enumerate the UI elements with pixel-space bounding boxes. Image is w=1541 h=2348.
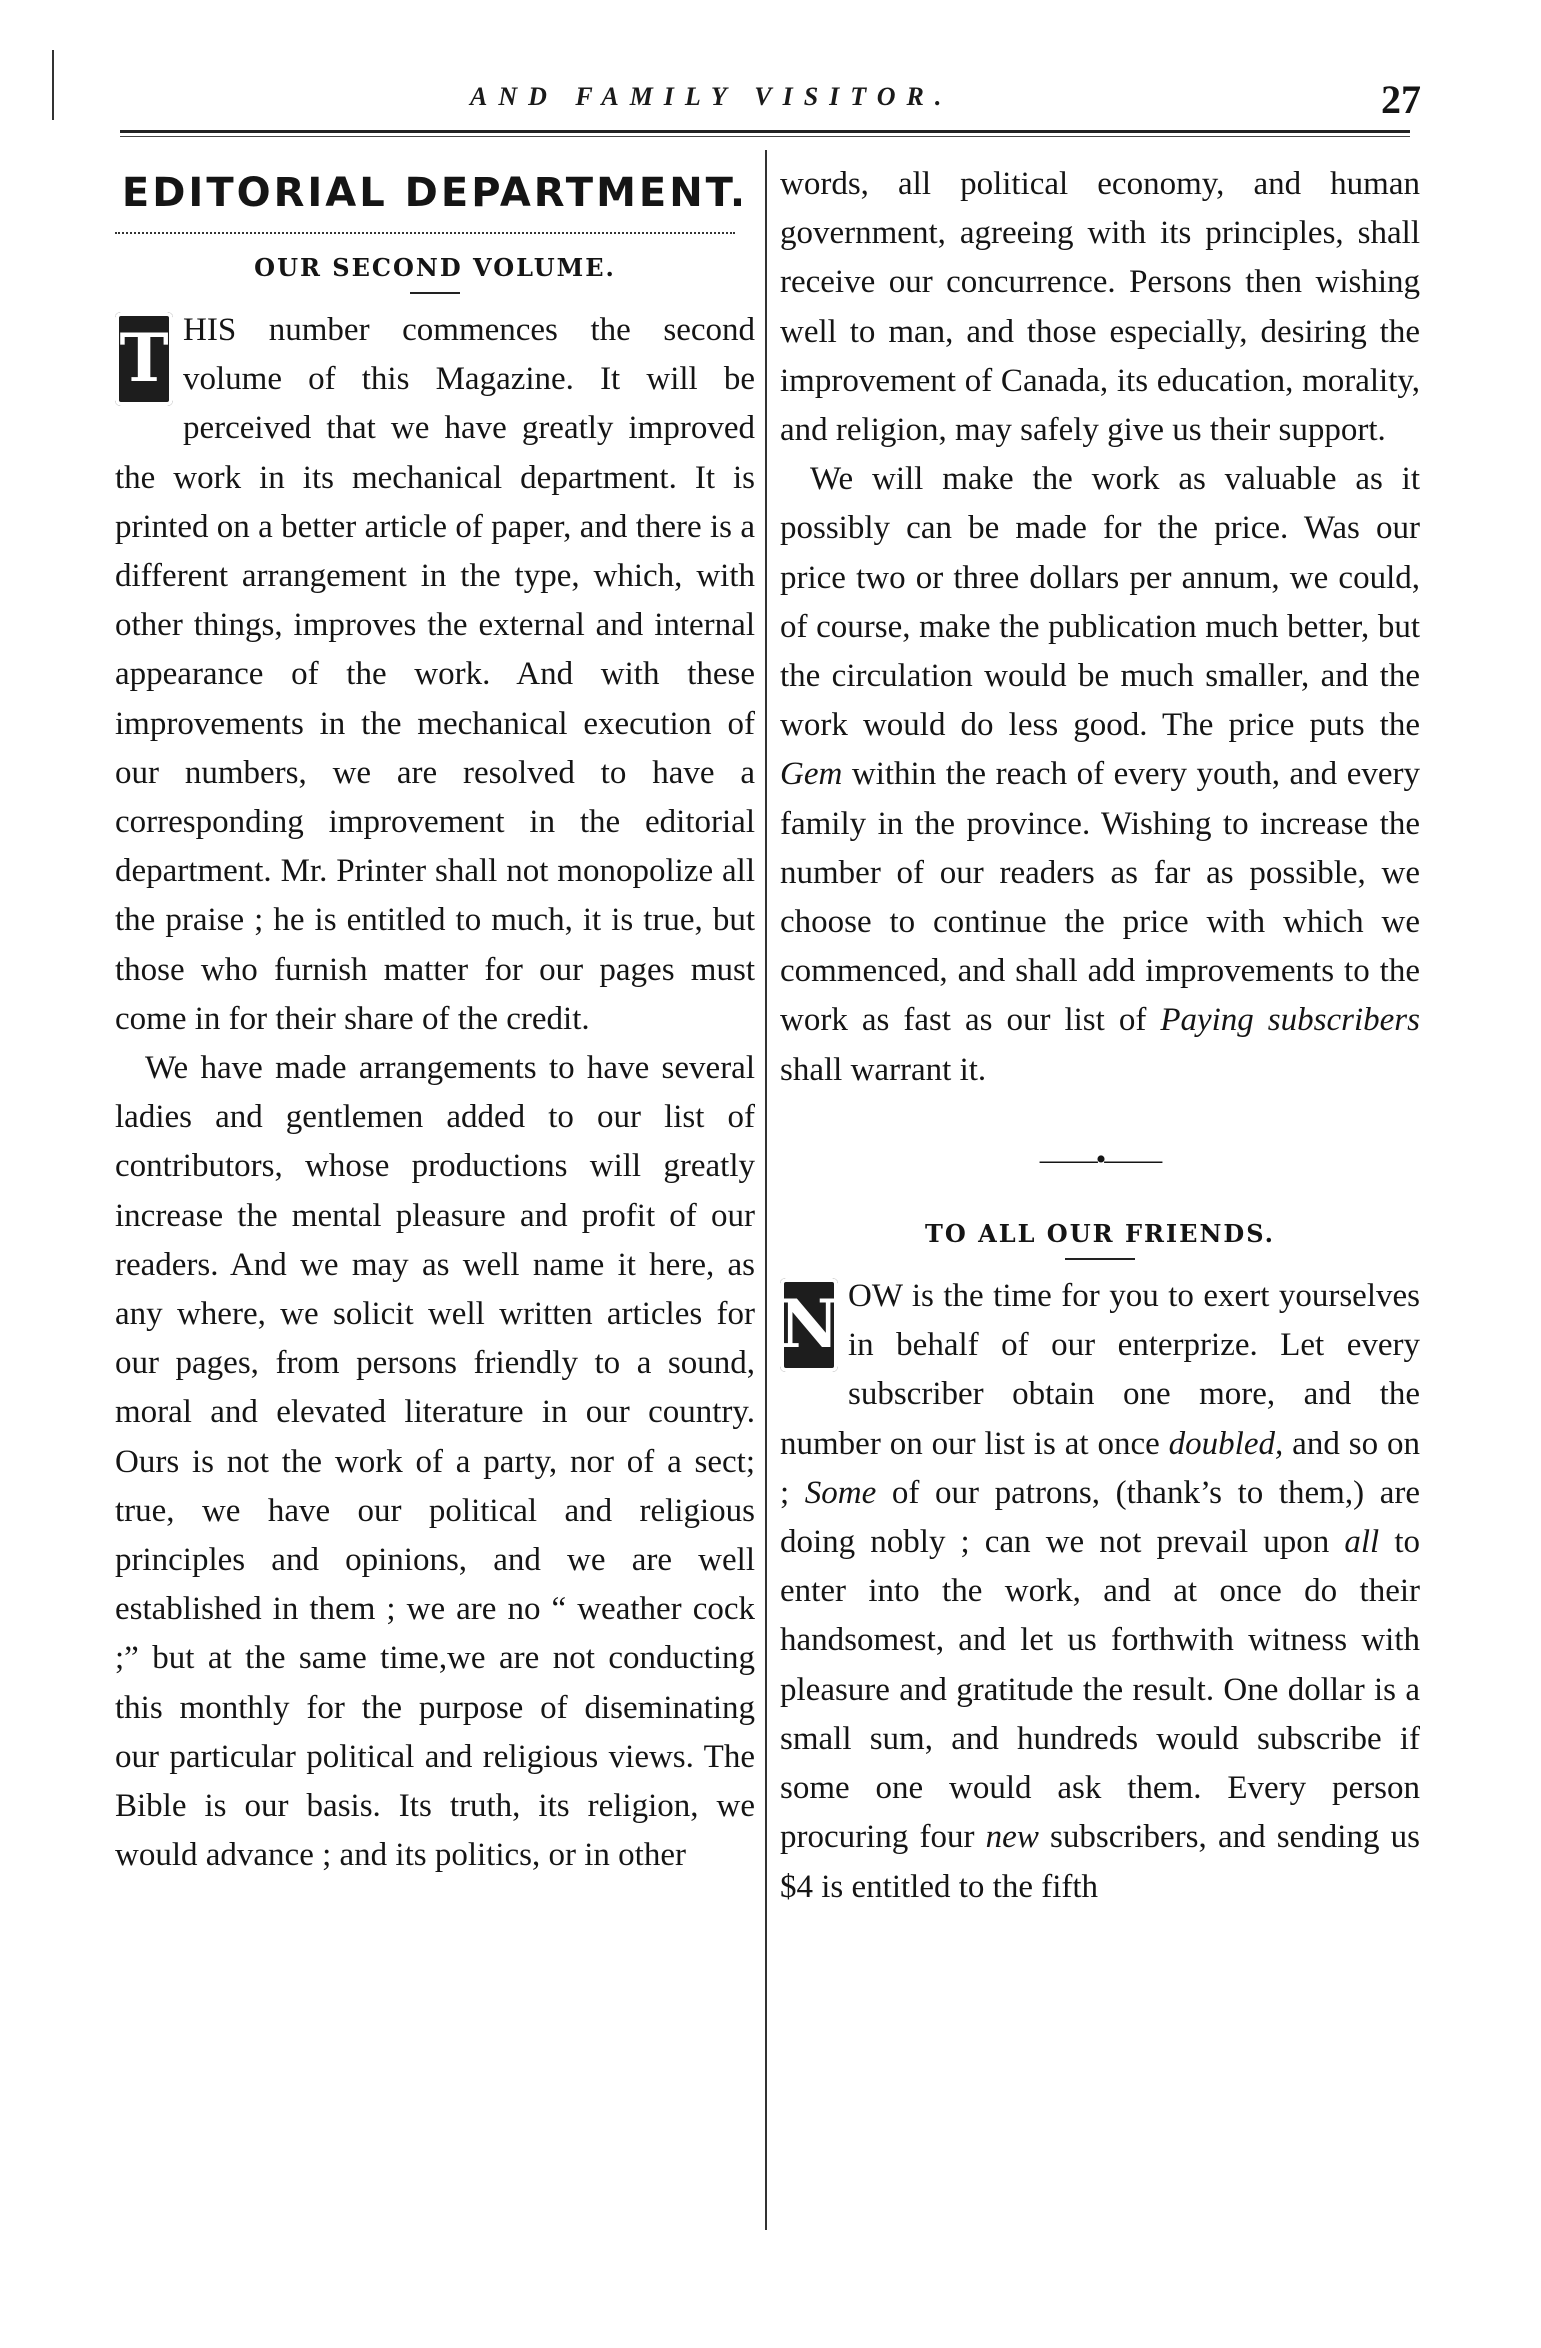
section-title-second-volume: OUR SECOND VOLUME. [254,253,616,282]
paragraph-text: and so on ; [780,1425,1420,1511]
right-column [780,160,1420,1912]
drop-cap-n: N [780,1278,838,1372]
section-dash [410,292,460,294]
page-number: 27 [1381,77,1421,122]
paragraph-friends [780,1272,1420,1912]
title-rule [115,232,735,234]
paragraph-continued: words, all political economy, and human government, agreeing with its principles, shall receive our concurrence. Persons then wishing well to man, and those especially, desiring the improvement of Canada, its education, morality, and religion, may safely give us their support. [780,166,1420,449]
doubled-emphasis: doubled, [1168,1425,1284,1462]
paragraph-text: HIS number commences the second volume of this Magazine. It will be perceived that we have greatly improved the work in its mechanical department. It is printed on a better article of paper, and there is a different arrangement in the type, which, with other things, improves the external and internal appearance of the work. And with these improvements in the mechanical execution of our numbers, we are resolved to have a corresponding improvement in the editorial department. Mr. Printer shall not monopolize all the praise ; he is entitled to much, it is true, but those who furnish matter for our pages must come in for their share of the credit. [115,312,755,1037]
all-emphasis: all [1344,1524,1380,1561]
section-title-friends: TO ALL OUR FRIENDS. [924,1219,1276,1249]
margin-rule [52,50,54,120]
paragraph-second-volume [115,306,755,1044]
paragraph-text: to enter into the work, and at once do their handsomest, and let us forthwith witness with pleasure and gratitude the result. One dollar is a small sum, and hundreds would subscribe if some one would ask them. Every person procuring four [780,1524,1420,1856]
section-dash [1065,1258,1135,1260]
header-rule-thin [120,136,1410,137]
paragraph-text: We will make the work as valuable as it possibly can be made for the price. Was our price two or three dollars per annum, we could, of course, make the publication much better, but the circulation would be much smaller, and the work would do less good. The price puts the [780,461,1420,744]
drop-cap-t: T [115,312,173,406]
paragraph-text: subscribers, and sending us $4 is entitled to the fifth [780,1819,1420,1905]
paragraph-price [780,455,1420,1095]
paragraph-text: shall warrant it. [780,1051,987,1088]
column-divider [765,150,767,2230]
paragraph-text: OW is the time for you to exert yourselves in behalf of our enterprize. Let every subscriber obtain one more, and the number on our list is at once [780,1278,1420,1462]
header-rule [120,130,1410,133]
running-head: AND FAMILY VISITOR. [470,82,953,111]
paragraph-contributors: We have made arrangements to have several ladies and gentlemen added to our list of contributors, whose productions will greatly increase the mental pleasure and profit of our readers. And we may as well name it here, as any where, we solicit well written articles for our pages, from persons friendly to a sound, moral and elevated literature in our country. Ours is not the work of a party, nor of a sect; true, we have our political and religious principles and opinions, and we are well established in them ; we are no “ weather cock ;” but at the same time,we are not conducting this monthly for the purpose of diseminating our particular political and religious views. The Bible is our basis. Its truth, its religion, we would advance ; and its politics, or in other [115,1050,755,1874]
some-emphasis: Some [804,1474,877,1511]
department-title: EDITORIAL DEPARTMENT. [121,170,749,216]
paying-subscribers-emphasis: Paying subscribers [1160,1002,1420,1039]
new-emphasis: new [985,1819,1039,1856]
left-column [115,160,755,1881]
gem-title: Gem [780,756,843,793]
paragraph-text: within the reach of every youth, and every family in the province. Wishing to increase the number of our readers as far as possible, we choose to continue the price with which we commenced, and shall add improvements to the work as fast as our list of [780,756,1420,1039]
paragraph-text: of our patrons, (thank’s to them,) are doing nobly ; can we not prevail upon [780,1474,1420,1561]
ornament-divider: ——•—— [1039,1142,1161,1176]
